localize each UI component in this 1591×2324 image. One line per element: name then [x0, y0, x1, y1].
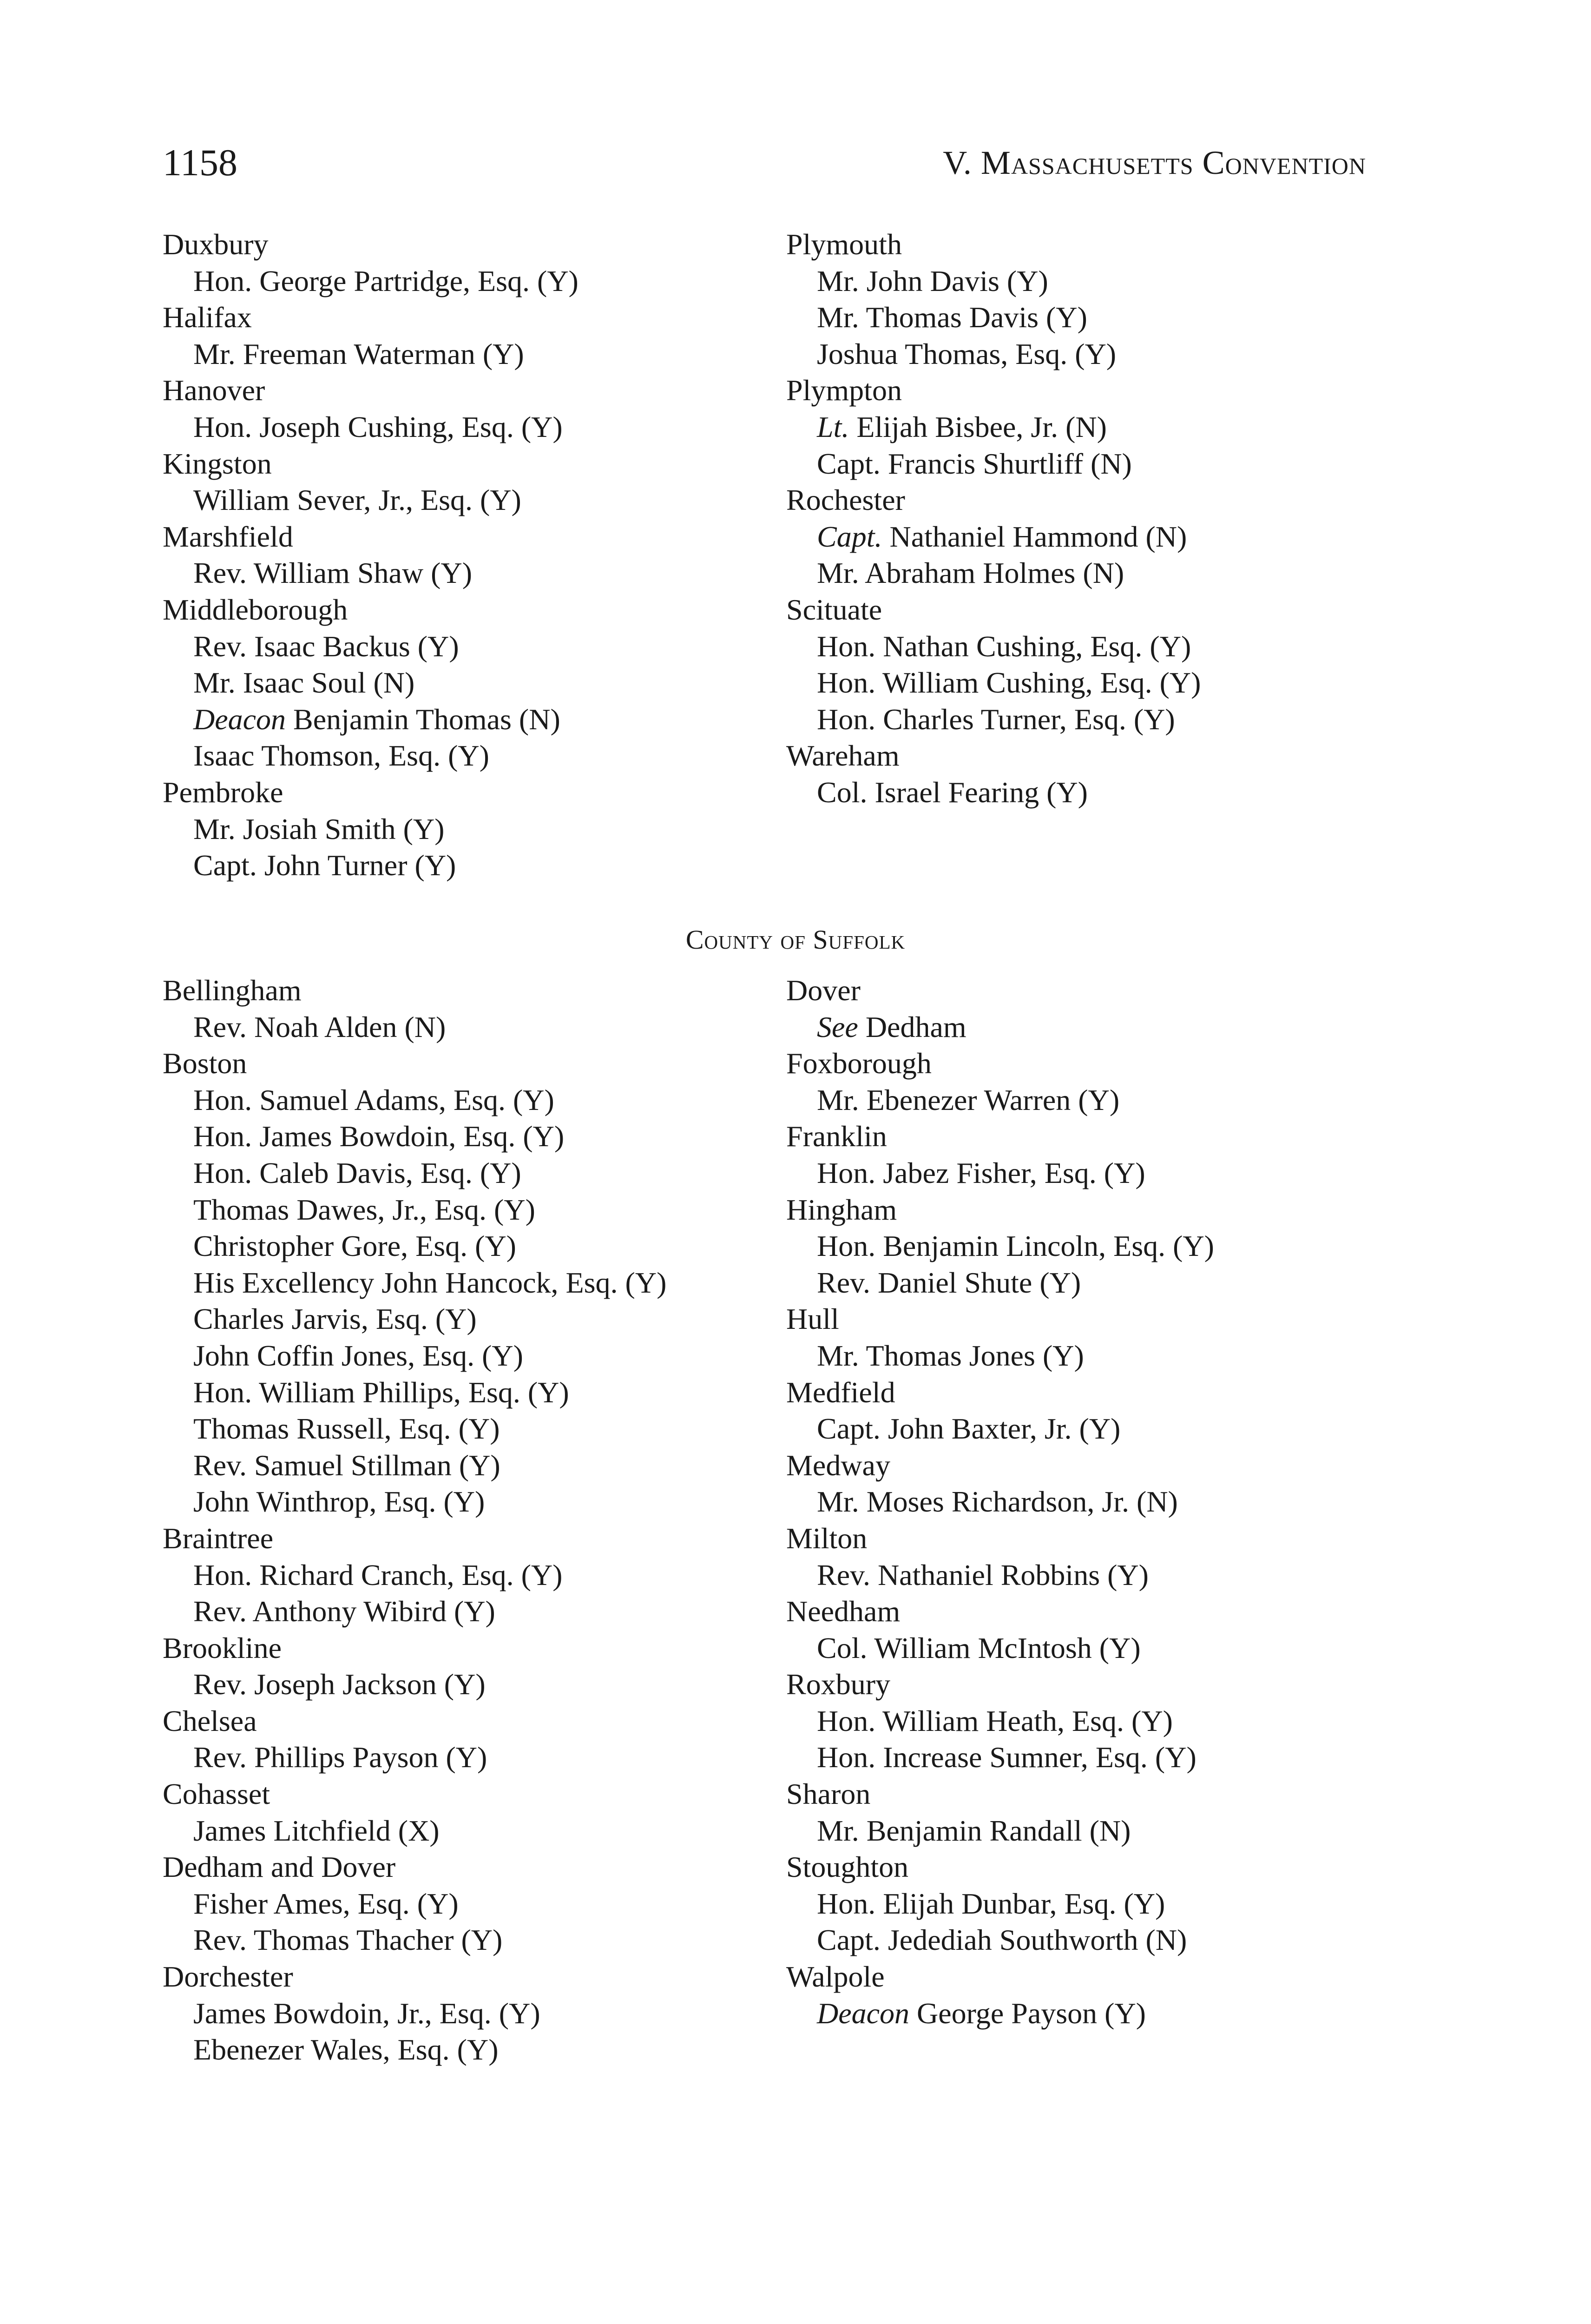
delegate-name: Hon. Jabez Fisher, Esq. (Y)	[817, 1156, 1145, 1189]
delegate-entry	[786, 1338, 1214, 1374]
town-name: Rochester	[786, 483, 905, 517]
delegate-name: Hon. William Cushing, Esq. (Y)	[817, 666, 1201, 700]
delegate-entry	[163, 628, 579, 665]
delegate-name: Hon. Charles Turner, Esq. (Y)	[817, 702, 1175, 736]
delegate-name: Hon. Increase Sumner, Esq. (Y)	[817, 1741, 1197, 1774]
delegate-name: Rev. Nathaniel Robbins (Y)	[817, 1558, 1149, 1591]
delegate-entry	[786, 263, 1201, 300]
delegate-name: Mr. Josiah Smith (Y)	[193, 812, 445, 845]
delegate-entry	[163, 1118, 666, 1155]
delegate-name: Rev. Thomas Thacher (Y)	[193, 1923, 503, 1957]
delegate-name: Christopher Gore, Esq. (Y)	[193, 1229, 516, 1263]
delegate-entry	[786, 1082, 1214, 1119]
delegate-entry	[163, 1593, 666, 1630]
delegate-name: Capt. John Turner (Y)	[193, 849, 456, 882]
delegate-name: Hon. William Phillips, Esq. (Y)	[193, 1375, 569, 1409]
town-name: Wareham	[786, 739, 900, 772]
delegate-name: Hon. Nathan Cushing, Esq. (Y)	[817, 629, 1191, 663]
town-name: Hanover	[163, 374, 265, 407]
town-name: Needham	[786, 1595, 901, 1628]
delegate-entry	[786, 1886, 1214, 1922]
delegate-entry	[786, 555, 1201, 592]
delegate-entry	[163, 2032, 666, 2068]
delegate-name: Col. Israel Fearing (Y)	[817, 775, 1088, 809]
delegate-entry	[786, 1228, 1214, 1265]
town-name: Hull	[786, 1302, 839, 1336]
town-name: Dover	[786, 974, 861, 1007]
town-name: Halifax	[163, 301, 252, 334]
delegate-entry	[163, 1886, 666, 1922]
delegate-entry	[163, 665, 579, 701]
town-name: Milton	[786, 1521, 868, 1555]
county-heading: County of Suffolk	[685, 924, 906, 955]
delegate-entry	[786, 1922, 1214, 1959]
delegate-name: Thomas Dawes, Jr., Esq. (Y)	[193, 1193, 535, 1226]
delegate-name: Nathaniel Hammond (N)	[882, 520, 1187, 553]
town-name: Brookline	[163, 1631, 282, 1664]
delegate-title: Deacon	[817, 1996, 910, 2030]
delegate-name: James Litchfield (X)	[193, 1814, 440, 1847]
delegate-name: Rev. Daniel Shute (Y)	[817, 1266, 1081, 1299]
delegate-entry	[786, 409, 1201, 446]
town-name: Sharon	[786, 1777, 871, 1811]
delegate-entry	[163, 1922, 666, 1959]
delegate-name: John Winthrop, Esq. (Y)	[193, 1485, 485, 1519]
delegate-entry	[163, 847, 579, 884]
delegate-name: Rev. William Shaw (Y)	[193, 556, 472, 590]
delegate-name: Ebenezer Wales, Esq. (Y)	[193, 2033, 499, 2067]
delegate-name: Capt. Jedediah Southworth (N)	[817, 1923, 1187, 1957]
delegate-entry	[786, 1703, 1214, 1740]
delegate-name: Rev. Joseph Jackson (Y)	[193, 1668, 486, 1701]
delegate-entry	[163, 1411, 666, 1447]
delegate-entry	[786, 336, 1201, 373]
running-head: V. Massachusetts Convention	[943, 144, 1366, 181]
town-name: Chelsea	[163, 1704, 257, 1737]
town-name: Bellingham	[163, 974, 302, 1007]
delegate-entry	[786, 446, 1201, 482]
delegate-entry	[786, 628, 1201, 665]
delegate-name: Capt. John Baxter, Jr. (Y)	[817, 1412, 1121, 1446]
delegate-name: Benjamin Thomas (N)	[286, 702, 560, 736]
delegate-entry	[786, 1995, 1214, 2032]
town-name: Foxborough	[786, 1047, 932, 1080]
delegate-name: Hon. Elijah Dunbar, Esq. (Y)	[817, 1887, 1165, 1920]
delegate-entry	[786, 1484, 1214, 1520]
delegate-name: Mr. Thomas Davis (Y)	[817, 301, 1087, 334]
delegate-entry	[163, 555, 579, 592]
delegate-entry	[163, 409, 579, 446]
delegate-name: James Bowdoin, Jr., Esq. (Y)	[193, 1996, 540, 2030]
delegate-name: Mr. Thomas Jones (Y)	[817, 1339, 1084, 1372]
delegate-name: Hon. George Partridge, Esq. (Y)	[193, 264, 579, 297]
town-name: Walpole	[786, 1960, 885, 1994]
delegate-name: Mr. Abraham Holmes (N)	[817, 556, 1124, 590]
town-name: Hingham	[786, 1193, 897, 1226]
delegate-entry	[786, 1411, 1214, 1447]
delegate-entry	[786, 1557, 1214, 1594]
plymouth-left-column	[163, 226, 579, 884]
delegate-entry	[163, 1484, 666, 1520]
town-name: Kingston	[163, 447, 272, 480]
town-name: Marshfield	[163, 520, 293, 553]
delegate-name: Hon. Caleb Davis, Esq. (Y)	[193, 1156, 521, 1189]
delegate-entry	[786, 1155, 1214, 1192]
delegate-entry	[163, 1155, 666, 1192]
delegate-entry	[786, 701, 1201, 738]
delegate-name: Mr. Moses Richardson, Jr. (N)	[817, 1485, 1178, 1519]
delegate-name: Mr. Freeman Waterman (Y)	[193, 337, 524, 370]
delegate-title: Capt.	[817, 520, 882, 553]
page-header	[163, 135, 1366, 191]
delegate-name: Isaac Thomson, Esq. (Y)	[193, 739, 489, 772]
town-name: Boston	[163, 1047, 247, 1080]
delegate-entry	[163, 1009, 666, 1046]
delegate-name: Mr. Isaac Soul (N)	[193, 666, 415, 700]
delegate-title: See	[817, 1010, 858, 1043]
delegate-entry	[163, 701, 579, 738]
delegate-entry	[786, 774, 1201, 811]
delegate-name: Hon. Joseph Cushing, Esq. (Y)	[193, 410, 563, 443]
delegate-name: William Sever, Jr., Esq. (Y)	[193, 483, 521, 517]
delegate-entry	[786, 299, 1201, 336]
delegate-entry	[163, 1995, 666, 2032]
delegate-entry	[163, 1447, 666, 1484]
suffolk-left-column	[163, 972, 666, 2068]
delegate-name: Hon. Samuel Adams, Esq. (Y)	[193, 1083, 554, 1116]
plymouth-right-column	[786, 226, 1201, 811]
delegate-name: John Coffin Jones, Esq. (Y)	[193, 1339, 523, 1372]
delegate-name: Col. William McIntosh (Y)	[817, 1631, 1141, 1664]
delegate-title: Deacon	[193, 702, 286, 736]
delegate-name: Rev. Anthony Wibird (Y)	[193, 1595, 495, 1628]
delegate-name: Fisher Ames, Esq. (Y)	[193, 1887, 459, 1920]
delegate-entry	[163, 1228, 666, 1265]
town-name: Dorchester	[163, 1960, 293, 1994]
town-name: Scituate	[786, 593, 882, 626]
delegate-entry	[163, 1192, 666, 1228]
delegate-entry	[163, 336, 579, 373]
delegate-entry	[163, 1374, 666, 1411]
delegate-name: Rev. Samuel Stillman (Y)	[193, 1448, 500, 1482]
delegate-entry	[163, 1666, 666, 1703]
delegate-name: Rev. Noah Alden (N)	[193, 1010, 446, 1043]
delegate-name: Capt. Francis Shurtliff (N)	[817, 447, 1132, 480]
page-number: 1158	[163, 141, 237, 184]
town-name: Middleborough	[163, 593, 348, 626]
delegate-name: Hon. Benjamin Lincoln, Esq. (Y)	[817, 1229, 1214, 1263]
town-name: Pembroke	[163, 775, 283, 809]
town-name: Duxbury	[163, 228, 269, 261]
town-name: Plymouth	[786, 228, 902, 261]
delegate-entry	[786, 519, 1201, 555]
delegate-name: Rev. Isaac Backus (Y)	[193, 629, 459, 663]
town-name: Franklin	[786, 1120, 887, 1153]
delegate-entry	[786, 1739, 1214, 1776]
delegate-name: Hon. William Heath, Esq. (Y)	[817, 1704, 1173, 1737]
delegate-name: Rev. Phillips Payson (Y)	[193, 1741, 487, 1774]
town-name: Medway	[786, 1448, 890, 1482]
town-name: Medfield	[786, 1375, 895, 1409]
delegate-title: Lt.	[817, 410, 849, 443]
delegate-entry	[163, 1082, 666, 1119]
delegate-name: Thomas Russell, Esq. (Y)	[193, 1412, 500, 1446]
delegate-entry	[163, 1301, 666, 1338]
delegate-name: Joshua Thomas, Esq. (Y)	[817, 337, 1117, 370]
delegate-name: His Excellency John Hancock, Esq. (Y)	[193, 1266, 667, 1299]
delegate-entry	[163, 482, 579, 519]
suffolk-right-column	[786, 972, 1214, 2032]
delegate-name: Mr. Benjamin Randall (N)	[817, 1814, 1131, 1847]
town-name: Stoughton	[786, 1850, 909, 1884]
delegate-name: Elijah Bisbee, Jr. (N)	[849, 410, 1107, 443]
delegate-entry	[786, 1009, 1214, 1046]
delegate-name: Charles Jarvis, Esq. (Y)	[193, 1302, 477, 1336]
delegate-name: Hon. James Bowdoin, Esq. (Y)	[193, 1120, 565, 1153]
town-name: Braintree	[163, 1521, 274, 1555]
delegate-entry	[163, 1265, 666, 1301]
delegate-entry	[163, 1813, 666, 1849]
delegate-name: Mr. Ebenezer Warren (Y)	[817, 1083, 1120, 1116]
town-name: Cohasset	[163, 1777, 270, 1811]
delegate-name: George Payson (Y)	[909, 1996, 1146, 2030]
town-name: Plympton	[786, 374, 902, 407]
delegate-entry	[786, 1265, 1214, 1301]
town-name: Roxbury	[786, 1668, 890, 1701]
delegate-entry	[786, 665, 1201, 701]
delegate-name: Dedham	[858, 1010, 966, 1043]
delegate-entry	[163, 1739, 666, 1776]
town-name: Dedham and Dover	[163, 1850, 396, 1884]
delegate-entry	[786, 1813, 1214, 1849]
delegate-name: Mr. John Davis (Y)	[817, 264, 1048, 297]
delegate-entry	[163, 1557, 666, 1594]
delegate-entry	[163, 738, 579, 774]
delegate-entry	[163, 1338, 666, 1374]
delegate-entry	[163, 263, 579, 300]
delegate-entry	[786, 1630, 1214, 1667]
delegate-name: Hon. Richard Cranch, Esq. (Y)	[193, 1558, 563, 1591]
delegate-entry	[163, 811, 579, 848]
